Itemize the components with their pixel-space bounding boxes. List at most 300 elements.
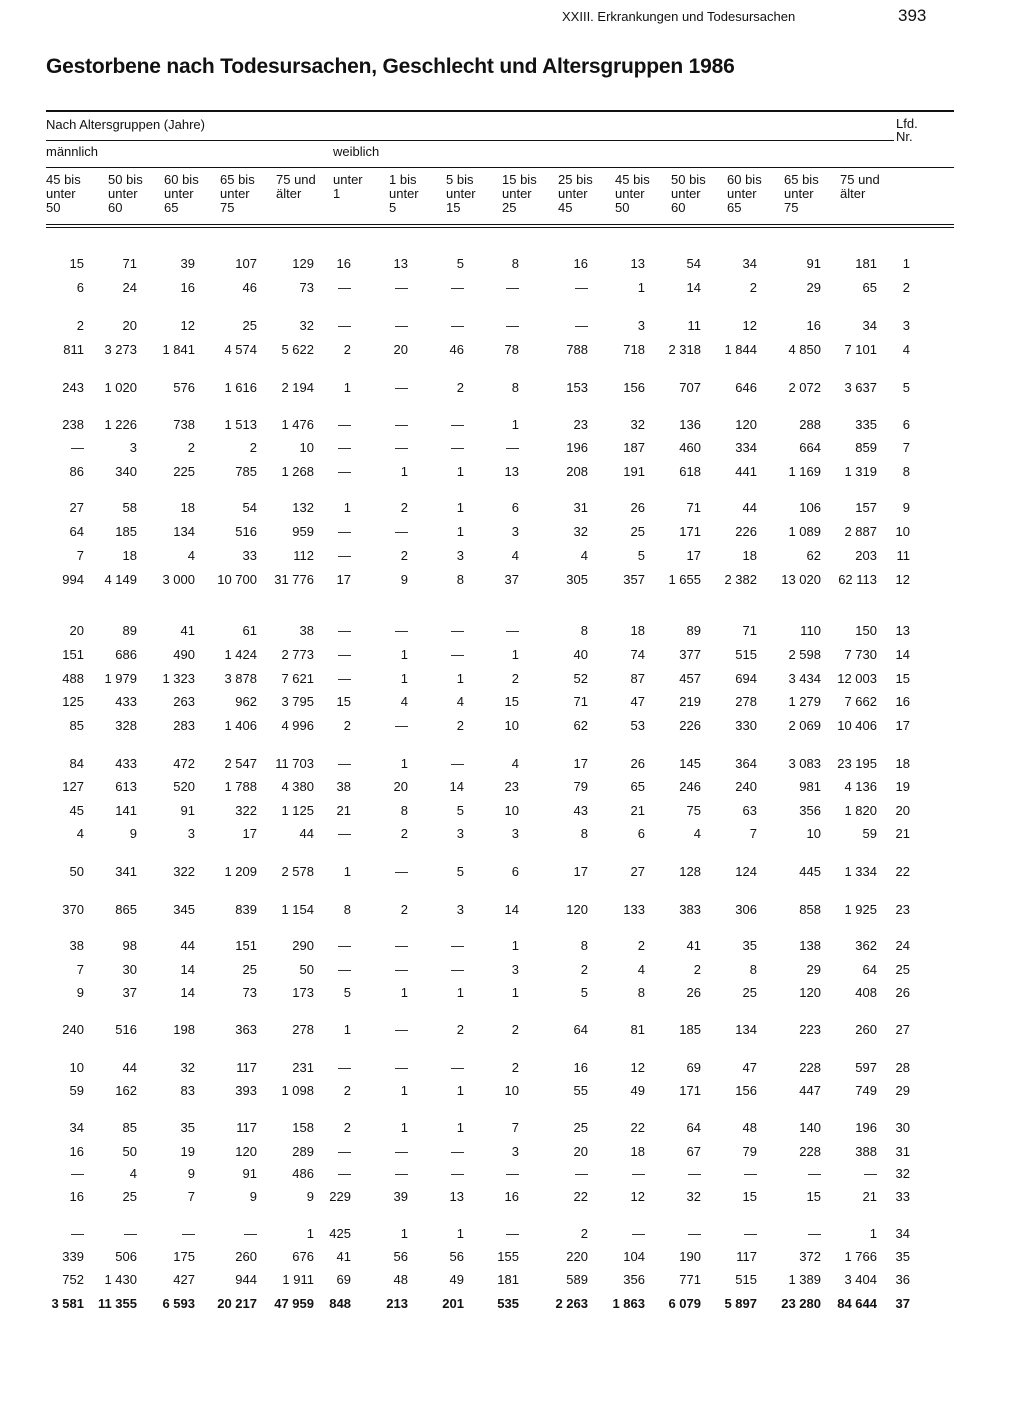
table-cell: 1 766: [844, 1249, 877, 1264]
table-cell: 29: [806, 962, 821, 977]
table-cell: 141: [115, 803, 137, 818]
table-cell: 124: [735, 864, 757, 879]
table-cell: 516: [235, 524, 257, 539]
table-cell: 201: [442, 1296, 464, 1311]
table-cell: 4: [400, 694, 408, 709]
table-cell: 65: [862, 280, 877, 295]
header-double-rule-1: [46, 224, 954, 225]
table-cell: 2: [456, 718, 464, 733]
table-cell: 8: [456, 572, 464, 587]
table-cell: 1 863: [612, 1296, 645, 1311]
table-cell: 136: [679, 417, 701, 432]
table-cell: 71: [742, 623, 757, 638]
table-cell: 156: [623, 380, 645, 395]
table-cell: 718: [623, 342, 645, 357]
table-cell: 322: [235, 803, 257, 818]
col-header-w-65-75: 65 bis unter 75: [784, 172, 819, 215]
table-cell: 865: [115, 902, 137, 917]
table-cell: 3: [511, 962, 519, 977]
table-cell: 23 195: [837, 756, 877, 771]
table-cell: 3 878: [224, 671, 257, 686]
table-row: [0, 1226, 1024, 1244]
table-cell: 2 887: [844, 524, 877, 539]
table-cell: 33: [242, 548, 257, 563]
table-cell: 1 279: [788, 694, 821, 709]
table-cell: 486: [292, 1166, 314, 1181]
table-cell: 2: [400, 548, 408, 563]
table-cell: 23 280: [781, 1296, 821, 1311]
table-top-rule: [46, 110, 954, 112]
table-cell: 238: [62, 417, 84, 432]
table-cell: 752: [62, 1272, 84, 1287]
col-header-m-65-75: 65 bis unter 75: [220, 172, 255, 215]
table-cell: 34: [742, 256, 757, 271]
table-cell: 263: [173, 694, 195, 709]
lfd-nr-label: Lfd. Nr.: [896, 116, 918, 144]
table-cell: 20: [393, 779, 408, 794]
table-cell: 220: [566, 1249, 588, 1264]
table-cell: —: [338, 826, 351, 841]
table-cell: 16: [504, 1189, 519, 1204]
table-cell: 408: [855, 985, 877, 1000]
table-cell: 12: [180, 318, 195, 333]
table-cell: 64: [69, 524, 84, 539]
table-cell: 4: [580, 548, 588, 563]
table-cell: 41: [180, 623, 195, 638]
table-row: [0, 694, 1024, 712]
table-cell: 959: [292, 524, 314, 539]
table-cell: 14: [504, 902, 519, 917]
col-header-w-1-5: 1 bis unter 5: [389, 172, 419, 215]
table-cell: 10: [69, 1060, 84, 1075]
lfd-number: 7: [902, 440, 910, 455]
table-cell: —: [575, 280, 588, 295]
table-cell: 2: [511, 1060, 519, 1075]
table-cell: 84 644: [837, 1296, 877, 1311]
table-cell: 1: [400, 671, 408, 686]
table-cell: 613: [115, 779, 137, 794]
table-cell: 10 406: [837, 718, 877, 733]
lfd-number: 15: [895, 671, 910, 686]
table-cell: 49: [449, 1272, 464, 1287]
lfd-number: 25: [895, 962, 910, 977]
table-cell: —: [744, 1226, 757, 1241]
table-cell: 196: [855, 1120, 877, 1135]
table-cell: 43: [573, 803, 588, 818]
table-cell: —: [338, 318, 351, 333]
table-cell: 14: [180, 962, 195, 977]
table-cell: 59: [862, 826, 877, 841]
table-cell: 3 273: [104, 342, 137, 357]
table-cell: 2: [580, 1226, 588, 1241]
lfd-number: 11: [896, 548, 910, 563]
table-cell: 173: [292, 985, 314, 1000]
lfd-number: 19: [895, 779, 910, 794]
table-cell: 13 020: [781, 572, 821, 587]
table-cell: 229: [329, 1189, 351, 1204]
table-cell: 771: [679, 1272, 701, 1287]
table-cell: 8: [580, 623, 588, 638]
table-cell: 120: [799, 985, 821, 1000]
table-cell: 6 079: [668, 1296, 701, 1311]
lfd-number: 35: [895, 1249, 910, 1264]
col-header-w-60-65: 60 bis unter 65: [727, 172, 762, 215]
table-cell: 664: [799, 440, 821, 455]
table-cell: 5: [456, 864, 464, 879]
table-cell: 25: [630, 524, 645, 539]
table-cell: 7: [76, 548, 84, 563]
table-cell: 120: [235, 1144, 257, 1159]
table-cell: 2: [343, 1083, 351, 1098]
table-cell: 506: [115, 1249, 137, 1264]
table-cell: 488: [62, 671, 84, 686]
table-cell: —: [506, 1226, 519, 1241]
table-cell: —: [395, 318, 408, 333]
table-cell: 243: [62, 380, 84, 395]
table-cell: 1: [637, 280, 645, 295]
table-cell: 185: [115, 524, 137, 539]
table-cell: 50: [299, 962, 314, 977]
table-row: [0, 1083, 1024, 1101]
table-cell: 3: [129, 440, 137, 455]
table-cell: 2 547: [224, 756, 257, 771]
table-cell: 994: [62, 572, 84, 587]
table-cell: 749: [855, 1083, 877, 1098]
table-cell: 89: [122, 623, 137, 638]
table-row: [0, 623, 1024, 641]
table-cell: 3 795: [281, 694, 314, 709]
table-cell: 848: [329, 1296, 351, 1311]
table-cell: 2: [400, 500, 408, 515]
table-cell: 196: [566, 440, 588, 455]
table-cell: 17: [573, 756, 588, 771]
table-cell: 363: [235, 1022, 257, 1037]
table-cell: 157: [855, 500, 877, 515]
lfd-number: 26: [895, 985, 910, 1000]
table-cell: 2 072: [788, 380, 821, 395]
table-cell: 85: [122, 1120, 137, 1135]
table-cell: —: [506, 1166, 519, 1181]
table-cell: 1 979: [104, 671, 137, 686]
table-cell: 240: [62, 1022, 84, 1037]
table-cell: 1: [400, 647, 408, 662]
table-cell: 3: [511, 1144, 519, 1159]
lfd-number: 3: [902, 318, 910, 333]
table-cell: 58: [122, 500, 137, 515]
table-cell: 15: [742, 1189, 757, 1204]
table-cell: 49: [630, 1083, 645, 1098]
table-cell: 19: [180, 1144, 195, 1159]
table-cell: —: [338, 962, 351, 977]
table-cell: 676: [292, 1249, 314, 1264]
table-cell: 364: [735, 756, 757, 771]
lfd-number: 22: [895, 864, 910, 879]
table-cell: 576: [173, 380, 195, 395]
table-cell: 2: [456, 1022, 464, 1037]
table-cell: 40: [573, 647, 588, 662]
table-cell: 515: [735, 647, 757, 662]
table-cell: 8: [343, 902, 351, 917]
table-cell: 38: [336, 779, 351, 794]
table-cell: 4: [637, 962, 645, 977]
table-cell: 4 996: [281, 718, 314, 733]
table-cell: 89: [686, 623, 701, 638]
table-cell: 1: [306, 1226, 314, 1241]
table-cell: 45: [69, 803, 84, 818]
table-cell: 25: [573, 1120, 588, 1135]
table-cell: 198: [173, 1022, 195, 1037]
table-cell: 151: [235, 938, 257, 953]
table-cell: 2 194: [281, 380, 314, 395]
table-cell: 339: [62, 1249, 84, 1264]
table-cell: 1 389: [788, 1272, 821, 1287]
table-cell: 69: [686, 1060, 701, 1075]
table-cell: 6: [511, 864, 519, 879]
table-cell: 15: [806, 1189, 821, 1204]
table-cell: 6 593: [162, 1296, 195, 1311]
table-cell: 71: [573, 694, 588, 709]
table-cell: 140: [799, 1120, 821, 1135]
table-cell: 64: [573, 1022, 588, 1037]
table-cell: 78: [504, 342, 519, 357]
table-cell: 117: [736, 1249, 757, 1264]
table-cell: —: [395, 1060, 408, 1075]
table-cell: 9: [249, 1189, 257, 1204]
table-cell: 362: [855, 938, 877, 953]
table-cell: 944: [235, 1272, 257, 1287]
table-cell: 26: [630, 500, 645, 515]
table-cell: 25: [742, 985, 757, 1000]
table-cell: 44: [122, 1060, 137, 1075]
table-cell: 226: [735, 524, 757, 539]
table-cell: 190: [679, 1249, 701, 1264]
table-cell: 618: [679, 464, 701, 479]
table-cell: —: [71, 1226, 84, 1241]
col-header-w-15-25: 15 bis unter 25: [502, 172, 537, 215]
table-cell: 597: [855, 1060, 877, 1075]
table-cell: —: [395, 280, 408, 295]
table-cell: —: [451, 647, 464, 662]
table-cell: 18: [122, 548, 137, 563]
table-cell: 73: [242, 985, 257, 1000]
table-cell: 2: [343, 342, 351, 357]
table-cell: 1 788: [224, 779, 257, 794]
table-cell: 2: [511, 1022, 519, 1037]
table-cell: —: [451, 1144, 464, 1159]
table-cell: 11 703: [275, 756, 314, 771]
table-cell: 10: [504, 803, 519, 818]
table-cell: 240: [735, 779, 757, 794]
table-cell: 2: [400, 826, 408, 841]
table-cell: 4: [76, 826, 84, 841]
table-cell: 11 355: [97, 1296, 137, 1311]
table-cell: 39: [393, 1189, 408, 1204]
table-cell: 2 382: [724, 572, 757, 587]
table-cell: 226: [679, 718, 701, 733]
table-cell: 110: [800, 623, 821, 638]
table-cell: —: [338, 1144, 351, 1159]
table-cell: 24: [122, 280, 137, 295]
table-cell: —: [338, 1166, 351, 1181]
table-cell: 151: [62, 647, 84, 662]
table-cell: 3: [187, 826, 195, 841]
table-cell: 62: [573, 718, 588, 733]
table-cell: 69: [336, 1272, 351, 1287]
table-row: [0, 756, 1024, 774]
table-cell: 213: [386, 1296, 408, 1311]
table-cell: 71: [686, 500, 701, 515]
table-cell: 460: [679, 440, 701, 455]
table-cell: 32: [180, 1060, 195, 1075]
table-cell: —: [632, 1166, 645, 1181]
table-cell: 1 154: [281, 902, 314, 917]
table-row: [0, 1249, 1024, 1267]
sex-rule: [46, 167, 954, 168]
table-cell: 87: [630, 671, 645, 686]
table-cell: 18: [630, 623, 645, 638]
table-cell: 46: [449, 342, 464, 357]
table-cell: 1 424: [224, 647, 257, 662]
table-cell: 4: [511, 756, 519, 771]
table-cell: 1: [343, 1022, 351, 1037]
table-row: [0, 826, 1024, 844]
table-cell: 59: [69, 1083, 84, 1098]
table-cell: —: [451, 280, 464, 295]
table-cell: 283: [173, 718, 195, 733]
table-cell: 132: [292, 500, 314, 515]
lfd-number: 5: [902, 380, 910, 395]
table-cell: 25: [122, 1189, 137, 1204]
table-cell: 811: [63, 342, 84, 357]
table-cell: 85: [69, 718, 84, 733]
table-cell: 52: [573, 671, 588, 686]
table-row: [0, 524, 1024, 542]
table-cell: 181: [855, 256, 877, 271]
table-cell: 64: [686, 1120, 701, 1135]
table-cell: 7: [187, 1189, 195, 1204]
lfd-number: 29: [895, 1083, 910, 1098]
table-cell: 38: [69, 938, 84, 953]
table-cell: 2 318: [668, 342, 701, 357]
table-row: [0, 1022, 1024, 1040]
table-cell: —: [395, 1166, 408, 1181]
table-cell: 231: [292, 1060, 314, 1075]
table-cell: 21: [862, 1189, 877, 1204]
table-cell: 16: [69, 1144, 84, 1159]
table-cell: 1 406: [224, 718, 257, 733]
table-cell: 1: [400, 1226, 408, 1241]
table-cell: 128: [679, 864, 701, 879]
table-cell: 84: [69, 756, 84, 771]
table-cell: 859: [855, 440, 877, 455]
table-cell: 1: [869, 1226, 877, 1241]
table-row: [0, 864, 1024, 882]
table-cell: 18: [630, 1144, 645, 1159]
table-cell: —: [338, 671, 351, 686]
table-cell: 9: [306, 1189, 314, 1204]
table-cell: 223: [799, 1022, 821, 1037]
table-cell: 61: [242, 623, 257, 638]
table-cell: 4 574: [224, 342, 257, 357]
table-cell: 12: [742, 318, 757, 333]
table-cell: 21: [336, 803, 351, 818]
table-row: [0, 718, 1024, 736]
table-cell: 56: [449, 1249, 464, 1264]
table-row: [0, 256, 1024, 274]
table-cell: 372: [799, 1249, 821, 1264]
table-cell: 15: [69, 256, 84, 271]
page-number: 393: [898, 6, 927, 25]
table-cell: 1: [456, 500, 464, 515]
table-cell: 981: [799, 779, 821, 794]
table-cell: 340: [115, 464, 137, 479]
table-cell: 322: [173, 864, 195, 879]
table-cell: 26: [630, 756, 645, 771]
table-cell: 2 773: [281, 647, 314, 662]
table-cell: 1 125: [281, 803, 314, 818]
table-row: [0, 417, 1024, 435]
table-cell: 158: [292, 1120, 314, 1135]
table-cell: 246: [679, 779, 701, 794]
table-cell: 47: [630, 694, 645, 709]
table-cell: 4: [129, 1166, 137, 1181]
table-cell: —: [395, 440, 408, 455]
col-header-w-5-15: 5 bis unter 15: [446, 172, 476, 215]
table-cell: 3: [456, 548, 464, 563]
table-cell: 91: [806, 256, 821, 271]
table-row: [0, 342, 1024, 360]
table-cell: 22: [630, 1120, 645, 1135]
table-cell: 41: [336, 1249, 351, 1264]
table-cell: 9: [187, 1166, 195, 1181]
table-row: [0, 962, 1024, 980]
table-cell: 7 101: [844, 342, 877, 357]
table-cell: 12: [630, 1189, 645, 1204]
table-cell: 187: [623, 440, 645, 455]
table-cell: 1: [511, 417, 519, 432]
table-cell: 54: [686, 256, 701, 271]
table-cell: 10: [299, 440, 314, 455]
table-cell: 457: [679, 671, 701, 686]
table-cell: 20 217: [217, 1296, 257, 1311]
table-cell: 56: [393, 1249, 408, 1264]
table-cell: 7: [749, 826, 757, 841]
table-cell: 433: [115, 694, 137, 709]
table-cell: —: [451, 1060, 464, 1075]
table-cell: 162: [115, 1083, 137, 1098]
table-cell: 1 820: [844, 803, 877, 818]
table-cell: 3: [456, 902, 464, 917]
table-cell: 1: [400, 985, 408, 1000]
table-cell: 1 323: [162, 671, 195, 686]
table-row: [0, 318, 1024, 336]
header-double-rule-2: [46, 227, 954, 228]
table-cell: 1 089: [788, 524, 821, 539]
table-cell: —: [451, 318, 464, 333]
table-cell: 11: [687, 318, 701, 333]
table-cell: 1: [456, 985, 464, 1000]
table-cell: 2: [511, 671, 519, 686]
table-cell: 14: [180, 985, 195, 1000]
table-cell: —: [575, 1166, 588, 1181]
table-row: [0, 572, 1024, 590]
table-cell: 10 700: [217, 572, 257, 587]
table-cell: 8: [511, 380, 519, 395]
lfd-number: 30: [895, 1120, 910, 1135]
table-cell: —: [338, 280, 351, 295]
table-cell: 20: [69, 623, 84, 638]
table-cell: 32: [686, 1189, 701, 1204]
